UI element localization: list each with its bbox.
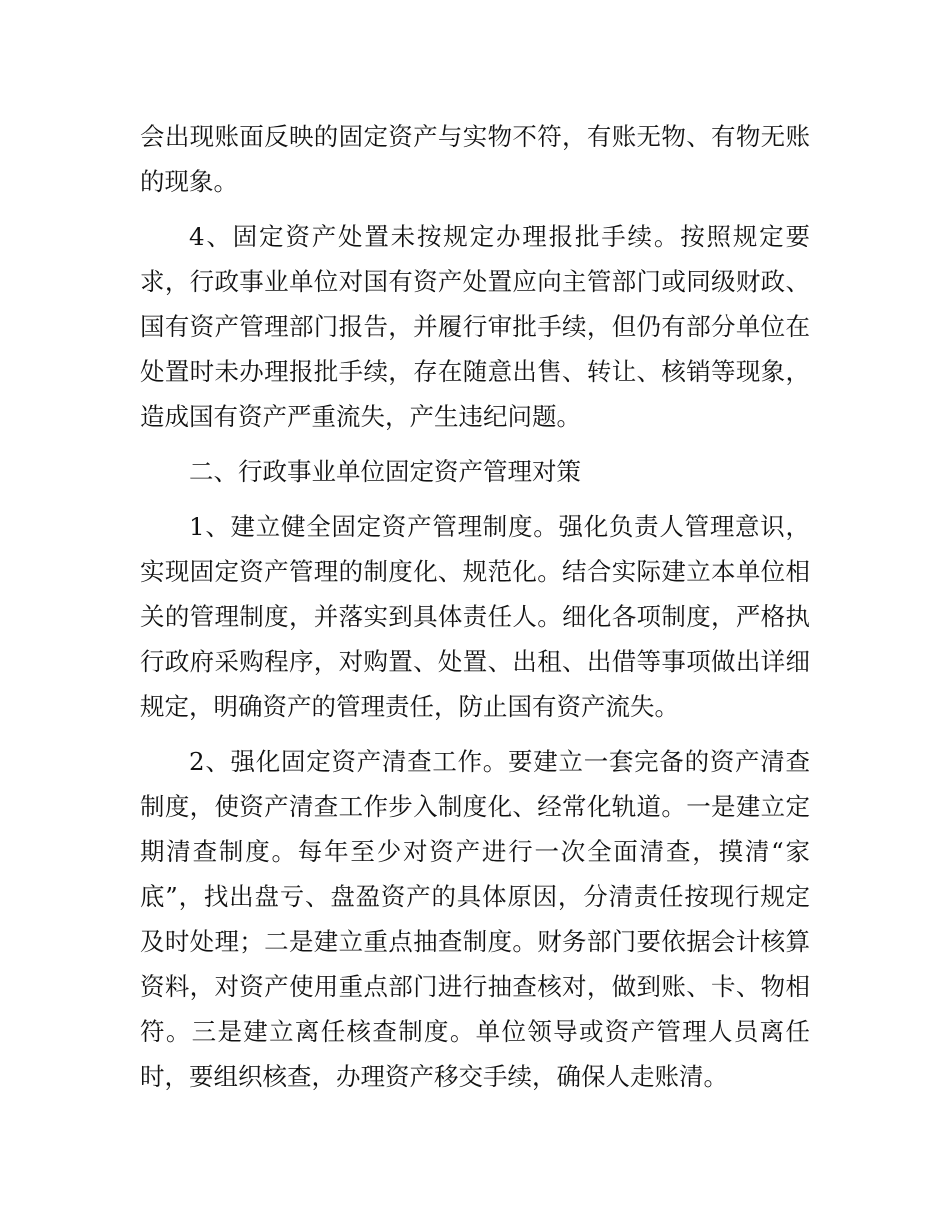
paragraph-item-2: 2、强化固定资产清查工作。要建立一套完备的资产清查制度，使资产清查工作步入制度化、经常化轨道。一是建立定期清查制度。每年至少对资产进行一次全面清查，摸清“家底”，找出盘亏、盘盈资产的具体原因，分清责任按现行规定及时处理；二是建立重点抽查制度。财务部门要依据会计核算资料，对资产使用重点部门进行抽查核对，做到账、卡、物相符。三是建立离任核查制度。单位领导或资产管理人员离任时，要组织核查，办理资产移交手续，确保人走账清。 [140, 747, 810, 1091]
section-heading-2: 二、行政事业单位固定资产管理对策 [189, 457, 581, 486]
paragraph-item-1: 1、建立健全固定资产管理制度。强化负责人管理意识，实现固定资产管理的制度化、规范化。结合实际建立本单位相关的管理制度，并落实到具体责任人。细化各项制度，严格执行政府采购程序，对购置、处置、出租、出借等事项做出详细规定，明确资产的管理责任，防止国有资产流失。 [140, 512, 810, 721]
paragraph-continuation: 会出现账面反映的固定资产与实物不符，有账无物、有物无账的现象。 [140, 122, 810, 196]
document-body [140, 114, 810, 1109]
paragraph-item-4: 4、固定资产处置未按规定办理报批手续。按照规定要求，行政事业单位对国有资产处置应向主管部门或同级财政、国有资产管理部门报告，并履行审批手续，但仍有部分单位在处置时未办理报批手续，存在随意出售、转让、核销等现象，造成国有资产严重流失，产生违纪问题。 [140, 222, 810, 431]
